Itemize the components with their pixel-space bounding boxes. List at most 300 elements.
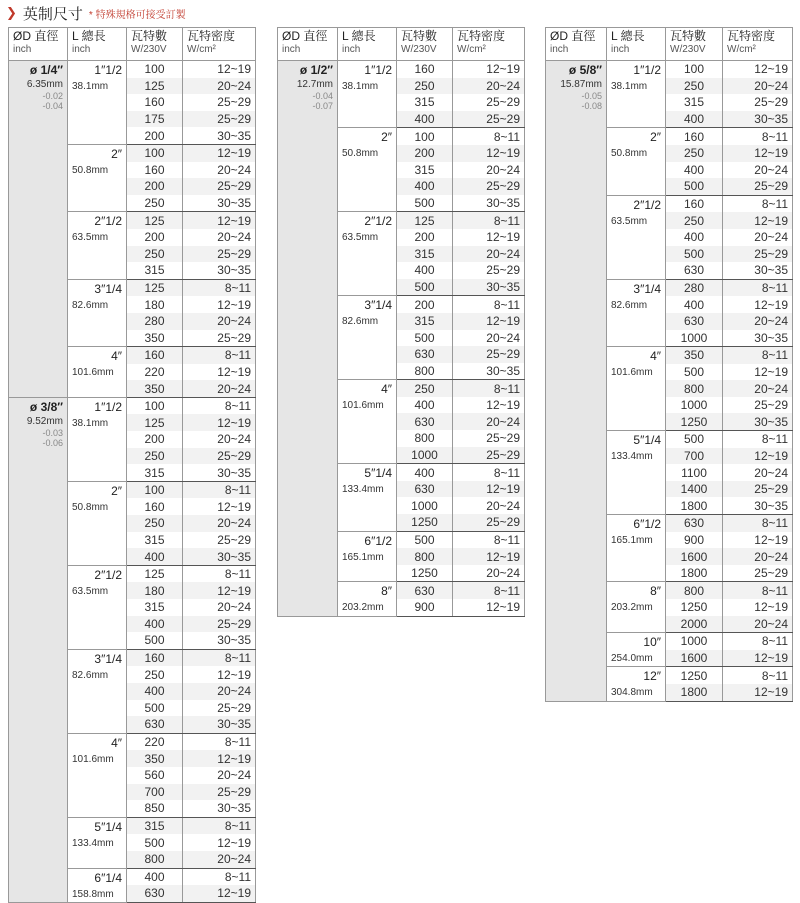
density-value: 8~11 bbox=[453, 582, 525, 599]
density-value: 12~19 bbox=[183, 144, 256, 161]
density-value: 12~19 bbox=[183, 498, 256, 515]
watt-value: 850 bbox=[127, 800, 183, 817]
length-mm: 50.8mm bbox=[342, 148, 379, 160]
watt-value: 250 bbox=[127, 246, 183, 263]
density-value: 12~19 bbox=[723, 61, 793, 78]
density-value: 12~19 bbox=[183, 212, 256, 229]
density-value: 12~19 bbox=[183, 885, 256, 902]
watt-value: 200 bbox=[127, 431, 183, 448]
length-cell bbox=[338, 380, 397, 464]
length-cell bbox=[338, 296, 397, 380]
watt-value: 800 bbox=[666, 380, 723, 397]
watt-value: 1250 bbox=[666, 599, 723, 616]
density-value: 25~29 bbox=[183, 784, 256, 801]
watt-value: 400 bbox=[666, 162, 723, 179]
length-mm: 82.6mm bbox=[342, 316, 379, 328]
length-inch: 3″1/4 bbox=[633, 281, 661, 296]
density-value: 20~24 bbox=[453, 497, 525, 514]
diameter-mm: 9.52mm bbox=[26, 415, 63, 427]
watt-value: 400 bbox=[397, 397, 453, 414]
density-value: 25~29 bbox=[183, 532, 256, 549]
watt-value: 160 bbox=[666, 128, 723, 145]
length-mm: 165.1mm bbox=[342, 551, 384, 563]
density-value: 20~24 bbox=[723, 78, 793, 95]
density-value: 8~11 bbox=[723, 347, 793, 364]
watt-value: 315 bbox=[397, 162, 453, 179]
density-value: 30~35 bbox=[183, 716, 256, 733]
density-value: 25~29 bbox=[453, 178, 525, 195]
density-value: 20~24 bbox=[453, 78, 525, 95]
length-cell bbox=[68, 649, 127, 733]
watt-value: 180 bbox=[127, 296, 183, 313]
watt-value: 500 bbox=[666, 178, 723, 195]
density-value: 12~19 bbox=[183, 61, 256, 78]
length-mm: 63.5mm bbox=[611, 215, 648, 227]
density-value: 20~24 bbox=[453, 330, 525, 347]
density-value: 25~29 bbox=[723, 94, 793, 111]
watt-value: 1000 bbox=[666, 397, 723, 414]
density-value: 8~11 bbox=[723, 431, 793, 448]
watt-value: 500 bbox=[397, 279, 453, 296]
watt-value: 315 bbox=[397, 313, 453, 330]
col-header-diameter: ØD 直徑 inch bbox=[9, 28, 68, 61]
length-mm: 101.6mm bbox=[72, 753, 114, 765]
watt-value: 800 bbox=[666, 582, 723, 599]
watt-value: 400 bbox=[666, 111, 723, 128]
spec-table-five-eighths bbox=[545, 27, 793, 702]
density-value: 12~19 bbox=[453, 548, 525, 565]
length-inch: 12″ bbox=[643, 669, 661, 684]
watt-value: 160 bbox=[127, 649, 183, 666]
length-inch: 2″ bbox=[111, 146, 122, 161]
tolerance-lower: -0.08 bbox=[581, 101, 602, 111]
watt-value: 500 bbox=[666, 364, 723, 381]
density-value: 30~35 bbox=[183, 548, 256, 565]
length-mm: 82.6mm bbox=[72, 299, 109, 311]
length-inch: 3″1/4 bbox=[364, 298, 392, 313]
watt-value: 400 bbox=[397, 178, 453, 195]
density-value: 12~19 bbox=[183, 296, 256, 313]
watt-value: 500 bbox=[666, 431, 723, 448]
watt-value: 400 bbox=[397, 464, 453, 481]
watt-value: 2000 bbox=[666, 616, 723, 633]
length-inch: 6″1/2 bbox=[364, 533, 392, 548]
length-inch: 3″1/4 bbox=[94, 281, 122, 296]
length-mm: 82.6mm bbox=[611, 299, 648, 311]
density-value: 25~29 bbox=[183, 178, 256, 195]
watt-value: 500 bbox=[397, 195, 453, 212]
density-value: 30~35 bbox=[453, 195, 525, 212]
density-value: 8~11 bbox=[183, 397, 256, 414]
watt-value: 630 bbox=[397, 413, 453, 430]
length-inch: 4″ bbox=[381, 382, 392, 397]
watt-value: 250 bbox=[397, 78, 453, 95]
length-cell bbox=[68, 397, 127, 481]
tolerance-upper: -0.04 bbox=[312, 91, 333, 101]
col-header-density: 瓦特密度 W/cm² bbox=[183, 28, 256, 61]
watt-value: 350 bbox=[127, 380, 183, 397]
length-inch: 4″ bbox=[650, 349, 661, 364]
watt-value: 630 bbox=[666, 262, 723, 279]
watt-value: 900 bbox=[666, 532, 723, 549]
density-value: 8~11 bbox=[183, 279, 256, 296]
watt-value: 125 bbox=[127, 565, 183, 582]
density-value: 8~11 bbox=[183, 565, 256, 582]
density-value: 30~35 bbox=[723, 262, 793, 279]
density-value: 12~19 bbox=[453, 145, 525, 162]
col-header-length: L 總長 inch bbox=[607, 28, 666, 61]
length-mm: 133.4mm bbox=[611, 451, 653, 463]
density-value: 30~35 bbox=[453, 279, 525, 296]
density-value: 25~29 bbox=[723, 481, 793, 498]
length-mm: 304.8mm bbox=[611, 687, 653, 699]
table-row bbox=[546, 61, 793, 78]
watt-value: 200 bbox=[397, 229, 453, 246]
length-mm: 38.1mm bbox=[342, 81, 379, 92]
density-value: 8~11 bbox=[453, 531, 525, 548]
diameter-inch: ø 3/8″ bbox=[29, 399, 63, 414]
length-cell bbox=[607, 61, 666, 128]
length-cell bbox=[607, 667, 666, 701]
length-cell bbox=[68, 279, 127, 346]
density-value: 25~29 bbox=[453, 94, 525, 111]
length-mm: 254.0mm bbox=[611, 653, 653, 665]
watt-value: 400 bbox=[666, 229, 723, 246]
length-cell bbox=[68, 817, 127, 868]
length-mm: 101.6mm bbox=[611, 367, 653, 379]
watt-value: 400 bbox=[127, 683, 183, 700]
length-mm: 50.8mm bbox=[72, 501, 109, 513]
length-inch: 4″ bbox=[111, 349, 122, 364]
watt-value: 700 bbox=[666, 448, 723, 465]
density-value: 20~24 bbox=[723, 548, 793, 565]
tolerance-upper: -0.03 bbox=[42, 427, 63, 438]
watt-value: 350 bbox=[666, 347, 723, 364]
watt-value: 630 bbox=[666, 313, 723, 330]
density-value: 20~24 bbox=[183, 851, 256, 868]
length-inch: 2″1/2 bbox=[94, 214, 122, 229]
density-value: 12~19 bbox=[183, 834, 256, 851]
length-inch: 2″ bbox=[381, 130, 392, 145]
length-mm: 203.2mm bbox=[611, 602, 653, 614]
density-value: 12~19 bbox=[183, 750, 256, 767]
density-value: 8~11 bbox=[183, 868, 256, 885]
length-mm: 50.8mm bbox=[611, 148, 648, 160]
watt-value: 315 bbox=[127, 464, 183, 481]
watt-value: 250 bbox=[666, 212, 723, 229]
watt-value: 800 bbox=[127, 851, 183, 868]
density-value: 12~19 bbox=[723, 650, 793, 667]
watt-value: 160 bbox=[127, 498, 183, 515]
density-value: 25~29 bbox=[723, 246, 793, 263]
diameter-inch: ø 5/8″ bbox=[568, 63, 602, 77]
length-inch: 4″ bbox=[111, 735, 122, 750]
watt-value: 400 bbox=[127, 548, 183, 565]
density-value: 20~24 bbox=[183, 683, 256, 700]
density-value: 12~19 bbox=[723, 448, 793, 465]
watt-value: 200 bbox=[397, 145, 453, 162]
watt-value: 500 bbox=[666, 246, 723, 263]
length-mm: 101.6mm bbox=[342, 400, 384, 412]
density-value: 8~11 bbox=[723, 582, 793, 599]
density-value: 20~24 bbox=[183, 229, 256, 246]
watt-value: 250 bbox=[666, 78, 723, 95]
table-row bbox=[278, 61, 525, 78]
density-value: 12~19 bbox=[723, 212, 793, 229]
density-value: 30~35 bbox=[723, 497, 793, 514]
tolerance-upper: -0.02 bbox=[42, 91, 63, 101]
density-value: 20~24 bbox=[183, 515, 256, 532]
density-value: 8~11 bbox=[183, 733, 256, 750]
tolerance-lower: -0.07 bbox=[312, 101, 333, 111]
density-value: 12~19 bbox=[183, 666, 256, 683]
density-value: 8~11 bbox=[453, 296, 525, 313]
density-value: 20~24 bbox=[723, 313, 793, 330]
watt-value: 1250 bbox=[666, 667, 723, 684]
length-inch: 2″ bbox=[111, 483, 122, 498]
watt-value: 180 bbox=[127, 582, 183, 599]
density-value: 25~29 bbox=[723, 397, 793, 414]
length-cell bbox=[607, 633, 666, 667]
col-header-density: 瓦特密度 W/cm² bbox=[453, 28, 525, 61]
length-cell bbox=[607, 431, 666, 515]
density-value: 8~11 bbox=[453, 212, 525, 229]
col-header-diameter: ØD 直徑 inch bbox=[278, 28, 338, 61]
length-cell bbox=[68, 565, 127, 649]
watt-value: 220 bbox=[127, 733, 183, 750]
length-inch: 2″1/2 bbox=[633, 197, 661, 212]
length-inch: 8″ bbox=[650, 584, 661, 599]
watt-value: 400 bbox=[397, 111, 453, 128]
chevron-right-icon: ❯ bbox=[6, 5, 17, 20]
density-value: 12~19 bbox=[453, 313, 525, 330]
watt-value: 250 bbox=[397, 380, 453, 397]
watt-value: 630 bbox=[127, 885, 183, 902]
watt-value: 1100 bbox=[666, 464, 723, 481]
col-header-diameter: ØD 直徑 inch bbox=[546, 28, 607, 61]
density-value: 12~19 bbox=[453, 61, 525, 78]
density-value: 8~11 bbox=[723, 195, 793, 212]
length-cell bbox=[338, 531, 397, 582]
watt-value: 1250 bbox=[397, 565, 453, 582]
watt-value: 100 bbox=[127, 144, 183, 161]
watt-value: 1000 bbox=[397, 497, 453, 514]
density-value: 25~29 bbox=[453, 447, 525, 464]
density-value: 20~24 bbox=[453, 246, 525, 263]
col-header-watt: 瓦特數 W/230V bbox=[666, 28, 723, 61]
density-value: 8~11 bbox=[183, 481, 256, 498]
density-value: 25~29 bbox=[183, 94, 256, 111]
watt-value: 400 bbox=[127, 616, 183, 633]
col-header-length: L 總長 inch bbox=[68, 28, 127, 61]
length-cell bbox=[68, 733, 127, 817]
length-cell bbox=[607, 515, 666, 582]
density-value: 8~11 bbox=[723, 128, 793, 145]
diameter-cell bbox=[546, 61, 607, 702]
watt-value: 1250 bbox=[397, 514, 453, 531]
density-value: 25~29 bbox=[723, 178, 793, 195]
density-value: 8~11 bbox=[723, 515, 793, 532]
diameter-mm: 15.87mm bbox=[560, 79, 602, 90]
density-value: 12~19 bbox=[183, 582, 256, 599]
header-row bbox=[9, 28, 256, 61]
header-row bbox=[278, 28, 525, 61]
length-inch: 2″ bbox=[650, 130, 661, 145]
density-value: 30~35 bbox=[183, 464, 256, 481]
density-value: 25~29 bbox=[723, 565, 793, 582]
length-cell bbox=[607, 128, 666, 195]
watt-value: 500 bbox=[397, 531, 453, 548]
length-mm: 82.6mm bbox=[72, 669, 109, 681]
length-inch: 1″1/2 bbox=[94, 63, 122, 77]
col-header-watt: 瓦特數 W/230V bbox=[397, 28, 453, 61]
length-mm: 50.8mm bbox=[72, 164, 109, 176]
watt-value: 630 bbox=[397, 346, 453, 363]
watt-value: 100 bbox=[127, 481, 183, 498]
watt-value: 160 bbox=[127, 347, 183, 364]
density-value: 20~24 bbox=[183, 162, 256, 179]
watt-value: 250 bbox=[127, 666, 183, 683]
length-inch: 8″ bbox=[381, 584, 392, 599]
density-value: 8~11 bbox=[183, 817, 256, 834]
col-header-density: 瓦特密度 W/cm² bbox=[723, 28, 793, 61]
density-value: 20~24 bbox=[723, 229, 793, 246]
density-value: 20~24 bbox=[183, 431, 256, 448]
watt-value: 1000 bbox=[666, 633, 723, 650]
spec-table-quarter-and-three-eighths bbox=[8, 27, 256, 903]
density-value: 30~35 bbox=[723, 330, 793, 347]
density-value: 25~29 bbox=[183, 616, 256, 633]
density-value: 12~19 bbox=[723, 532, 793, 549]
density-value: 12~19 bbox=[723, 599, 793, 616]
diameter-mm: 6.35mm bbox=[26, 79, 63, 90]
watt-value: 200 bbox=[127, 127, 183, 144]
page-title: 英制尺寸 bbox=[22, 5, 83, 23]
watt-value: 315 bbox=[127, 599, 183, 616]
watt-value: 350 bbox=[127, 330, 183, 347]
watt-value: 315 bbox=[127, 532, 183, 549]
watt-value: 700 bbox=[127, 784, 183, 801]
watt-value: 1250 bbox=[666, 413, 723, 430]
watt-value: 315 bbox=[127, 817, 183, 834]
watt-value: 125 bbox=[127, 414, 183, 431]
density-value: 30~35 bbox=[453, 363, 525, 380]
length-mm: 63.5mm bbox=[72, 232, 109, 244]
watt-value: 1600 bbox=[666, 650, 723, 667]
watt-value: 900 bbox=[397, 599, 453, 616]
diameter-cell bbox=[278, 61, 338, 617]
watt-value: 125 bbox=[127, 212, 183, 229]
watt-value: 100 bbox=[666, 61, 723, 78]
density-value: 20~24 bbox=[723, 464, 793, 481]
density-value: 12~19 bbox=[723, 145, 793, 162]
density-value: 8~11 bbox=[453, 128, 525, 145]
watt-value: 175 bbox=[127, 111, 183, 128]
tolerance-lower: -0.06 bbox=[42, 437, 63, 448]
table-row bbox=[9, 61, 256, 78]
density-value: 20~24 bbox=[723, 616, 793, 633]
length-inch: 3″1/4 bbox=[94, 651, 122, 666]
density-value: 25~29 bbox=[453, 346, 525, 363]
watt-value: 1000 bbox=[666, 330, 723, 347]
density-value: 8~11 bbox=[453, 380, 525, 397]
watt-value: 500 bbox=[127, 700, 183, 717]
watt-value: 100 bbox=[127, 61, 183, 78]
watt-value: 315 bbox=[666, 94, 723, 111]
length-cell bbox=[338, 212, 397, 296]
diameter-inch: ø 1/2″ bbox=[299, 63, 333, 77]
density-value: 25~29 bbox=[183, 448, 256, 465]
watt-value: 800 bbox=[397, 430, 453, 447]
watt-value: 1800 bbox=[666, 565, 723, 582]
tolerance-lower: -0.04 bbox=[42, 101, 63, 111]
density-value: 20~24 bbox=[453, 565, 525, 582]
watt-value: 100 bbox=[127, 397, 183, 414]
length-mm: 38.1mm bbox=[72, 417, 109, 429]
watt-value: 500 bbox=[127, 632, 183, 649]
length-inch: 1″1/2 bbox=[364, 63, 392, 77]
col-header-watt: 瓦特數 W/230V bbox=[127, 28, 183, 61]
length-inch: 10″ bbox=[643, 635, 661, 650]
watt-value: 315 bbox=[397, 246, 453, 263]
watt-value: 1800 bbox=[666, 497, 723, 514]
density-value: 20~24 bbox=[183, 78, 256, 95]
length-mm: 203.2mm bbox=[342, 602, 384, 614]
col-header-length: L 總長 inch bbox=[338, 28, 397, 61]
custom-order-note: * 特殊規格可接受訂製 bbox=[88, 9, 186, 21]
length-mm: 63.5mm bbox=[72, 585, 109, 597]
density-value: 30~35 bbox=[183, 262, 256, 279]
density-value: 20~24 bbox=[723, 380, 793, 397]
watt-value: 250 bbox=[666, 145, 723, 162]
watt-value: 400 bbox=[666, 296, 723, 313]
length-cell bbox=[68, 61, 127, 145]
length-inch: 1″1/2 bbox=[94, 399, 122, 414]
watt-value: 400 bbox=[397, 262, 453, 279]
watt-value: 200 bbox=[397, 296, 453, 313]
diameter-cell bbox=[9, 397, 68, 902]
watt-value: 200 bbox=[127, 229, 183, 246]
length-cell bbox=[68, 212, 127, 279]
length-mm: 133.4mm bbox=[72, 837, 114, 849]
length-cell bbox=[68, 481, 127, 565]
length-mm: 133.4mm bbox=[342, 484, 384, 496]
watt-value: 630 bbox=[666, 515, 723, 532]
length-inch: 5″1/4 bbox=[633, 433, 661, 448]
watt-value: 125 bbox=[127, 78, 183, 95]
watt-value: 500 bbox=[127, 834, 183, 851]
length-mm: 165.1mm bbox=[611, 535, 653, 547]
length-mm: 38.1mm bbox=[611, 81, 648, 92]
density-value: 20~24 bbox=[183, 767, 256, 784]
density-value: 8~11 bbox=[723, 279, 793, 296]
diameter-inch: ø 1/4″ bbox=[29, 63, 63, 77]
watt-value: 630 bbox=[397, 481, 453, 498]
watt-value: 160 bbox=[666, 195, 723, 212]
density-value: 25~29 bbox=[183, 111, 256, 128]
length-cell bbox=[338, 464, 397, 531]
diameter-cell bbox=[9, 61, 68, 398]
length-inch: 1″1/2 bbox=[633, 63, 661, 77]
length-inch: 6″1/4 bbox=[94, 870, 122, 885]
density-value: 30~35 bbox=[723, 111, 793, 128]
density-value: 12~19 bbox=[723, 296, 793, 313]
diameter-mm: 12.7mm bbox=[296, 79, 333, 90]
length-cell bbox=[607, 582, 666, 633]
watt-value: 400 bbox=[127, 868, 183, 885]
watt-value: 280 bbox=[127, 313, 183, 330]
watt-value: 1800 bbox=[666, 684, 723, 701]
